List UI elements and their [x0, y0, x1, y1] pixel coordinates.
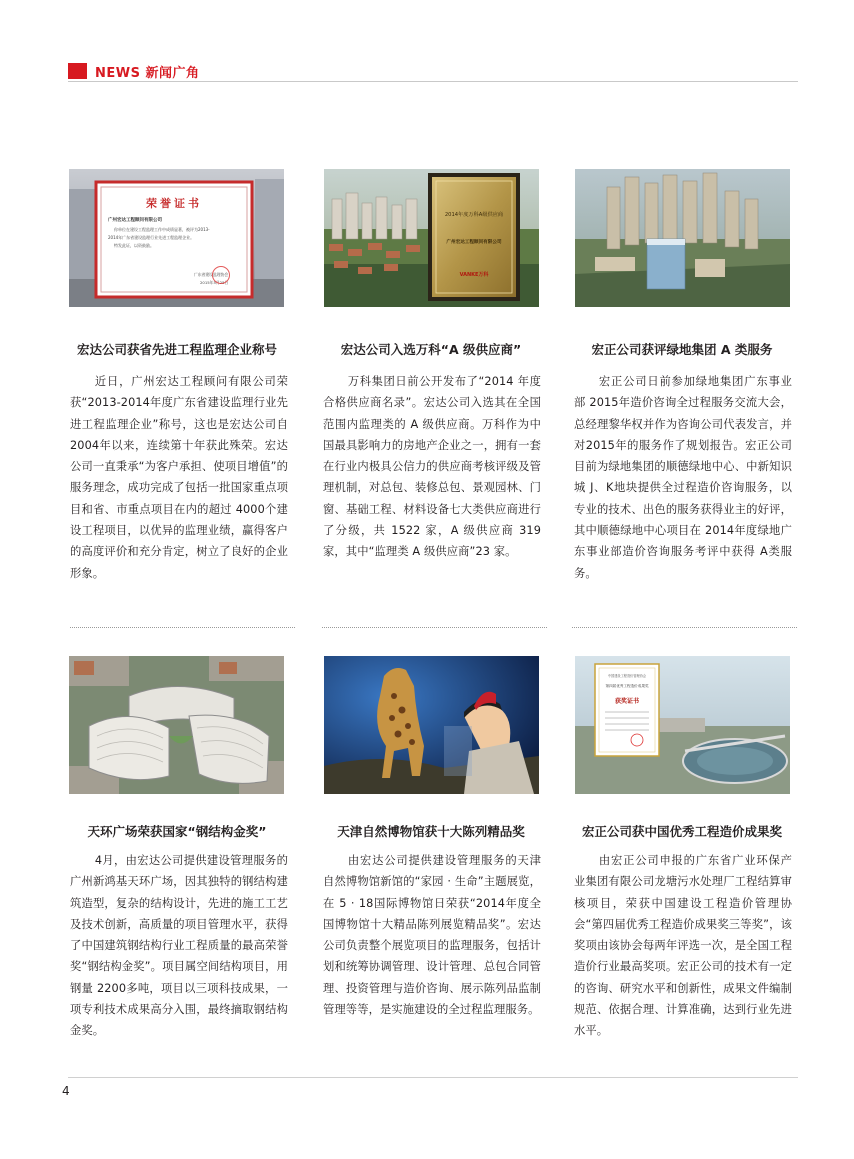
article-title-4: 天环广场荣获国家“钢结构金奖”	[87, 824, 267, 839]
photo-museum-giraffe	[324, 656, 539, 794]
article-title-3: 宏正公司获评绿地集团 A 类服务	[591, 342, 773, 357]
article-body-3: 宏正公司日前参加绿地集团广东事业部 2015年造价咨询全过程服务交流大会，总经理黎华权并作为咨询公司代表发言，并对2015年的服务作了规划报告。宏正公司目前为绿地集团的顺德绿地中心、中新知识城 J、K地块提供全过程造价咨询服务，以专业的技术、出色的服务获得业主的好评，其中顺德绿地中心项目在 2014年度绿地广东事业部造价咨询服务考评中获得 A类服务。	[574, 375, 792, 580]
photo-greenland-towers	[575, 169, 790, 307]
article-title-2: 宏达公司入选万科“A 级供应商”	[340, 342, 522, 357]
vanke-logo-icon: VANKE万科	[459, 272, 489, 278]
award-cert-subtitle: 第四届优秀工程造价成果奖	[605, 684, 649, 688]
photo-tianhuan-plaza	[69, 656, 284, 794]
plaque-line-1: 2014年度万科A级供应商	[444, 212, 504, 218]
article-title-5: 天津自然博物馆获十大陈列精品奖	[337, 824, 525, 839]
cert-line-3: 特发此证，以资鼓励。	[114, 243, 154, 248]
award-cert-heading: 获奖证书	[614, 698, 639, 705]
plaque-line-2: 广州宏达工程顾问有限公司	[446, 240, 502, 245]
article-title-6: 宏正公司获中国优秀工程造价成果奖	[581, 824, 782, 839]
cert-company: 广州宏达工程顾问有限公司	[108, 218, 162, 223]
photo-vanke-plaque	[324, 169, 539, 307]
row-separator-2	[322, 627, 547, 628]
section-title: NEWS 新闻广角	[95, 65, 200, 81]
cert-line-1: 你单位在建设工程监理工作中成绩显著，被评为2013-	[114, 227, 210, 232]
header-rule	[68, 81, 798, 82]
cert-line-2: 2014年广东省建设监理行业先进工程监理企业。	[108, 235, 195, 240]
article-body-2: 万科集团日前公开发布了“2014 年度合格供应商名录”。宏达公司入选其在全国范围内监理类的 A 级供应商。万科作为中国最具影响力的房地产企业之一，拥有一套在行业内极具公信力的供应商考核评级及管理机制，对总包、装修总包、景观园林、门窗、基础工程、材料设备七大类供应商进行了分级，共 1522 家，A 级供应商 319 家，其中“监理类 A 级供应商”23 家。	[323, 375, 541, 559]
article-body-4: 4月，由宏达公司提供建设管理服务的广州新鸿基天环广场，因其独特的钢结构建筑造型，复杂的结构设计，先进的施工工艺及技术创新，高质量的项目管理水平，获得了中国建筑钢结构行业工程质量的最高荣誉奖“钢结构金奖”。项目属空间结构项目，用钢量 2200多吨，项目以三项科技成果，一项专利技术成果高分入围，最终摘取钢结构金奖。	[70, 854, 288, 1038]
photo-honor-certificate	[69, 169, 284, 307]
article-body-1: 近日，广州宏达工程顾问有限公司荣获“2013-2014年度广东省建设监理行业先进工程监理企业”称号，这也是宏达公司自 2004年以来，连续第十年获此殊荣。宏达公司一直秉承“为客户承担、使项目增值”的服务理念，成功完成了包括一批国家重点项目和省、市重点项目在内的超过 4000个建设工程项目，以优异的监理业绩，赢得客户的高度评价和充分肯定，树立了良好的企业形象。	[70, 375, 288, 580]
footer-rule	[68, 1077, 798, 1078]
cert-seal-icon	[212, 266, 230, 284]
award-cert-org: 中国建设工程造价管理协会	[607, 674, 647, 678]
cert-issuer: 广东省建设监理协会	[194, 272, 229, 277]
article-title-1: 宏达公司获省先进工程监理企业称号	[76, 342, 277, 357]
row-separator-1	[70, 627, 295, 628]
photo-cost-award-certificate	[575, 656, 790, 794]
section-header	[68, 62, 200, 80]
header-red-square	[68, 63, 87, 79]
cert-heading: 荣誉证书	[146, 197, 202, 210]
page-number: 4	[62, 1084, 70, 1098]
article-body-6: 由宏正公司申报的广东省广业环保产业集团有限公司龙塘污水处理厂工程结算审核项目，荣获中国建设工程造价管理协会“第四届优秀工程造价成果奖三等奖”，该奖项由该协会每两年评选一次，是全国工程造价行业最高奖项。宏正公司的技术有一定的咨询、研究水平和创新性，成果文件编制规范、依据合理、计算准确，达到行业先进水平。	[574, 854, 792, 1038]
row-separator-3	[572, 627, 797, 628]
article-body-5: 由宏达公司提供建设管理服务的天津自然博物馆新馆的“家园 · 生命”主题展览，在 5 · 18国际博物馆日荣获“2014年度全国博物馆十大精品陈列展览精品奖”。宏达公司负责整个展览项目的监理服务，包括计划和统筹协调管理、设计管理、总包合同管理、投资管理与造价咨询、展示陈列品监制管理等等，是实施建设的全过程监理服务。	[323, 854, 541, 1017]
cert-date: 2015年5月25日	[200, 280, 229, 285]
